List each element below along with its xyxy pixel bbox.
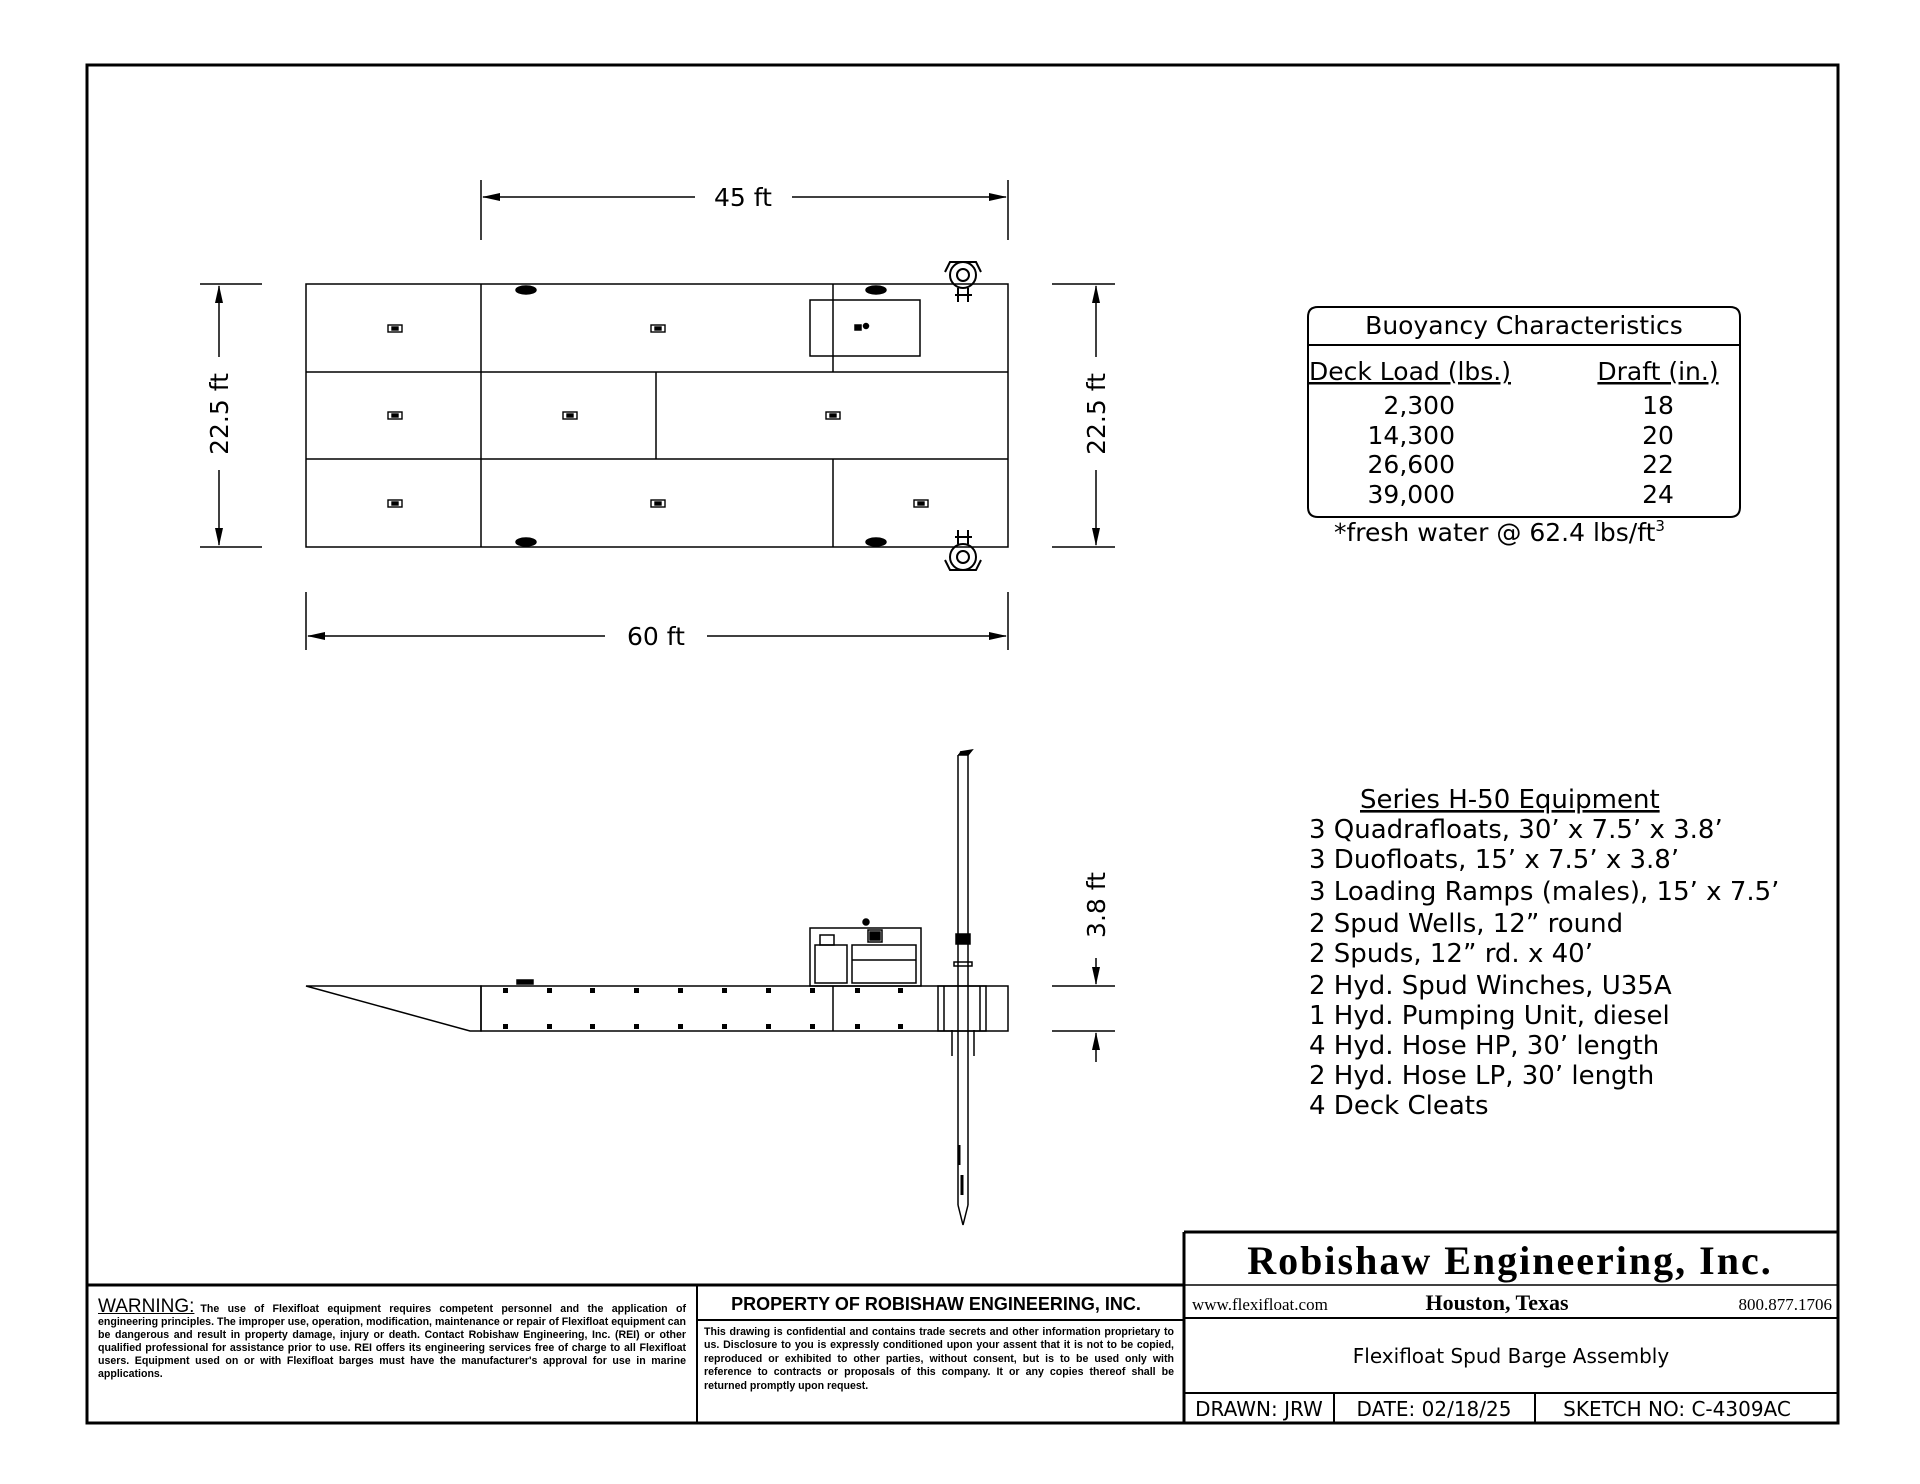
equipment-item: 4 Hyd. Hose HP, 30’ length	[1309, 1031, 1660, 1061]
buoyancy-header-load: Deck Load (lbs.)	[1308, 357, 1512, 386]
buoyancy-header-draft: Draft (in.)	[1597, 357, 1719, 386]
equipment-title: Series H-50 Equipment	[1360, 785, 1660, 815]
dim-length-bottom: 60 ft	[627, 622, 685, 651]
equipment-item: 3 Duofloats, 15’ x 7.5’ x 3.8’	[1309, 845, 1680, 875]
buoyancy-load: 39,000	[1367, 480, 1455, 509]
elevation-dimension	[1052, 958, 1115, 1062]
buoyancy-table	[1308, 307, 1740, 547]
dim-width-top: 45 ft	[714, 183, 772, 212]
buoyancy-draft: 20	[1642, 421, 1674, 450]
hull-fitting	[503, 988, 903, 1029]
equipment-item: 2 Hyd. Hose LP, 30’ length	[1309, 1061, 1655, 1091]
spud-well	[945, 262, 981, 570]
drawing-date: DATE: 02/18/25	[1356, 1397, 1512, 1421]
deck-hatch	[388, 325, 928, 507]
buoyancy-load: 26,600	[1367, 450, 1455, 479]
buoyancy-draft: 22	[1642, 450, 1674, 479]
warning-heading: WARNING:	[98, 1296, 195, 1317]
dim-beam-left: 22.5 ft	[205, 373, 234, 455]
buoyancy-draft: 24	[1642, 480, 1674, 509]
equipment-item: 3 Loading Ramps (males), 15’ x 7.5’	[1309, 877, 1780, 907]
buoyancy-title: Buoyancy Characteristics	[1365, 311, 1683, 340]
equipment-item: 1 Hyd. Pumping Unit, diesel	[1309, 1001, 1670, 1031]
dim-beam-right: 22.5 ft	[1082, 373, 1111, 455]
plan-view	[306, 262, 1008, 570]
sketch-number: SKETCH NO: C-4309AC	[1563, 1397, 1791, 1421]
equipment-item: 2 Spuds, 12” rd. x 40’	[1309, 939, 1593, 969]
company-city: Houston, Texas	[1425, 1290, 1569, 1315]
equipment-item: 2 Hyd. Spud Winches, U35A	[1309, 971, 1672, 1001]
company-name: Robishaw Engineering, Inc.	[1247, 1238, 1773, 1283]
warning-note	[98, 1296, 686, 1381]
equipment-item: 4 Deck Cleats	[1309, 1091, 1489, 1121]
dim-height: 3.8 ft	[1082, 872, 1111, 938]
company-phone: 800.877.1706	[1738, 1295, 1832, 1314]
buoyancy-load: 14,300	[1367, 421, 1455, 450]
buoyancy-load: 2,300	[1383, 391, 1455, 420]
buoyancy-note: *fresh water @ 62.4 lbs/$ft^3$	[1334, 517, 1665, 547]
equipment-item: 2 Spud Wells, 12” round	[1309, 909, 1624, 939]
elevation-view	[306, 750, 1008, 1225]
company-website[interactable]: www.flexifloat.com	[1192, 1295, 1328, 1314]
equipment-list	[1309, 785, 1779, 1121]
drawing-title: Flexifloat Spud Barge Assembly	[1352, 1344, 1670, 1368]
property-text: This drawing is confidential and contains trade secrets and other information proprietary to us. Disclosure to you is expressly conditioned upon your assent that it is not to be copied, reproduced or exhibited to other parties, without consent, but is to be used only with reference to contracts or proposals of this company. It or any copies thereof shall be returned promptly upon request.	[704, 1326, 1174, 1392]
equipment-item: 3 Quadrafloats, 30’ x 7.5’ x 3.8’	[1309, 815, 1723, 845]
drawn-by: DRAWN: JRW	[1195, 1397, 1323, 1421]
dimension-lines	[200, 180, 1115, 650]
warning-text: The use of Flexifloat equipment requires competent personnel and the application of engineering principles. The improper use, operation, modification, maintenance or repair of Flexifloat equipment can be dangerous and result in property damage, injury or death. Contact Robishaw Engineering, Inc. (REI) or other qualified professional for assistance prior to use. REI offers its engineering services free of charge to all Flexifloat users. Equipment used on or with Flexifloat barges must have the manufacturer's approval for use in marine applications.	[98, 1303, 686, 1380]
buoyancy-draft: 18	[1642, 391, 1674, 420]
property-title: PROPERTY OF ROBISHAW ENGINEERING, INC.	[731, 1294, 1141, 1314]
